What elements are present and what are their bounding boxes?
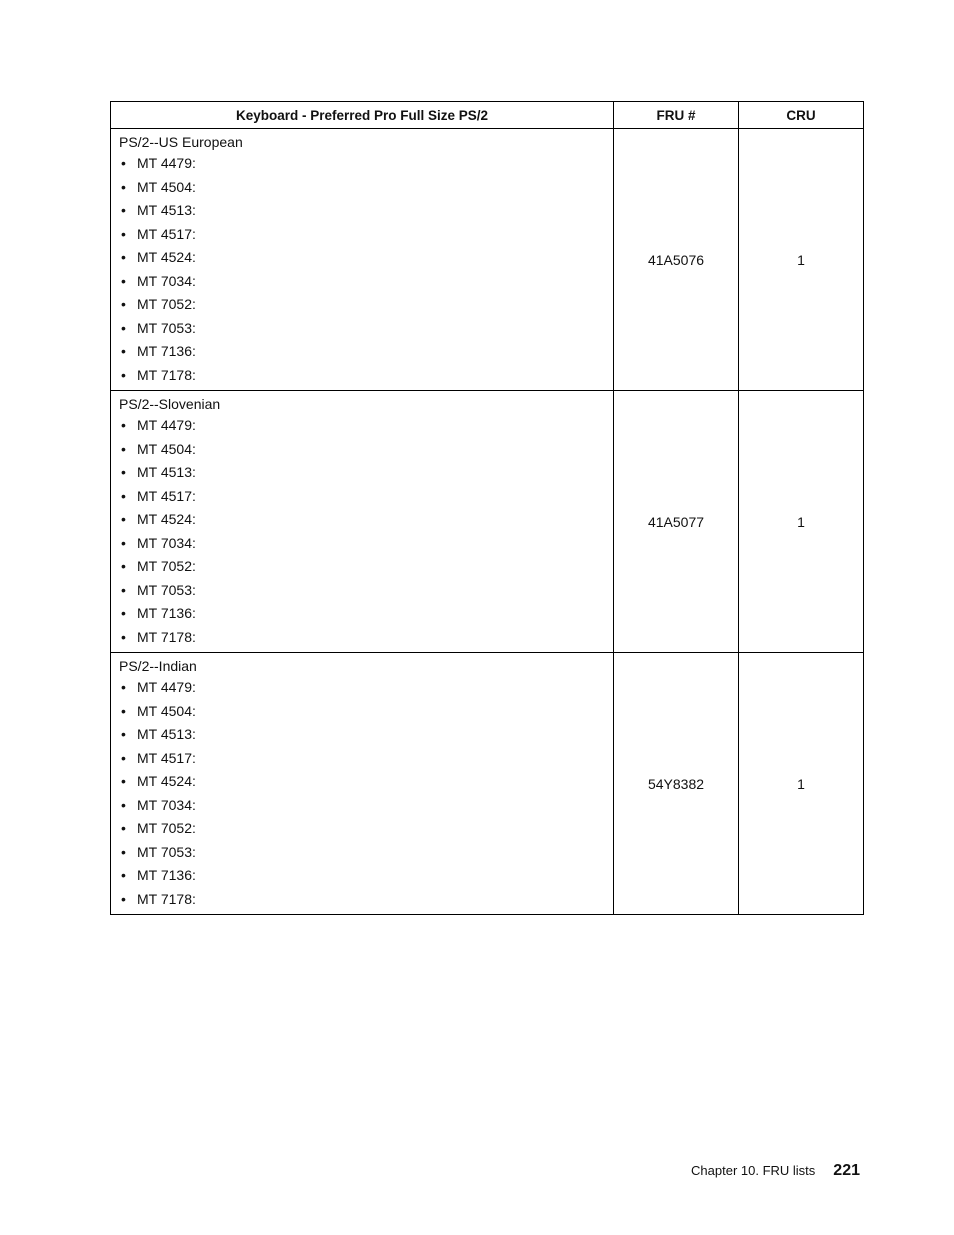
page-number: 221 (833, 1162, 860, 1179)
machine-type-list (119, 152, 613, 387)
list-item: • MT 4524: (119, 508, 613, 532)
cru-value: 1 (739, 391, 864, 653)
table-row (111, 129, 864, 391)
bullet-icon: • (121, 843, 126, 860)
list-item: • MT 4513: (119, 461, 613, 485)
fru-number: 41A5077 (614, 391, 739, 653)
bullet-icon: • (121, 749, 126, 766)
list-item: • MT 7178: (119, 364, 613, 388)
list-item: • MT 4504: (119, 700, 613, 724)
bullet-icon: • (121, 605, 126, 621)
list-item: • MT 7052: (119, 293, 613, 317)
bullet-icon: • (121, 558, 126, 574)
list-item: • MT 4524: (119, 246, 613, 270)
bullet-icon: • (121, 202, 126, 218)
item-description-cell (111, 653, 614, 915)
list-item: • MT 4513: (119, 199, 613, 223)
machine-type-list (119, 676, 613, 911)
cru-value: 1 (739, 653, 864, 915)
bullet-icon: • (121, 628, 126, 645)
bullet-icon: • (121, 417, 126, 433)
list-item: • MT 7136: (119, 340, 613, 364)
bullet-icon: • (121, 296, 126, 312)
fru-number: 41A5076 (614, 129, 739, 391)
list-item: • MT 4517: (119, 223, 613, 247)
group-title: PS/2--US European (119, 134, 243, 150)
list-item: • MT 7053: (119, 317, 613, 341)
header-cru: CRU (739, 102, 864, 129)
table-row (111, 391, 864, 653)
list-item: • MT 4513: (119, 723, 613, 747)
bullet-icon: • (121, 820, 126, 836)
bullet-icon: • (121, 511, 126, 527)
list-item: • MT 4504: (119, 438, 613, 462)
bullet-icon: • (121, 319, 126, 336)
bullet-icon: • (121, 534, 126, 551)
item-description-cell (111, 129, 614, 391)
header-item: Keyboard - Preferred Pro Full Size PS/2 (111, 102, 614, 129)
table-header-row (111, 102, 864, 129)
list-item: • MT 7034: (119, 532, 613, 556)
list-item: • MT 7053: (119, 841, 613, 865)
list-item: • MT 4479: (119, 676, 613, 700)
bullet-icon: • (121, 225, 126, 242)
group-title: PS/2--Indian (119, 658, 197, 674)
bullet-icon: • (121, 702, 126, 719)
list-item: • MT 7052: (119, 555, 613, 579)
bullet-icon: • (121, 487, 126, 504)
machine-type-list (119, 414, 613, 649)
bullet-icon: • (121, 343, 126, 359)
bullet-icon: • (121, 581, 126, 598)
bullet-icon: • (121, 867, 126, 883)
list-item: • MT 7052: (119, 817, 613, 841)
list-item: • MT 7178: (119, 626, 613, 650)
bullet-icon: • (121, 366, 126, 383)
bullet-icon: • (121, 155, 126, 171)
bullet-icon: • (121, 440, 126, 457)
list-item: • MT 7053: (119, 579, 613, 603)
list-item: • MT 7034: (119, 270, 613, 294)
bullet-icon: • (121, 272, 126, 289)
bullet-icon: • (121, 773, 126, 789)
header-fru: FRU # (614, 102, 739, 129)
item-description-cell (111, 391, 614, 653)
list-item: • MT 7034: (119, 794, 613, 818)
bullet-icon: • (121, 464, 126, 480)
list-item: • MT 7136: (119, 602, 613, 626)
bullet-icon: • (121, 178, 126, 195)
list-item: • MT 4479: (119, 414, 613, 438)
bullet-icon: • (121, 796, 126, 813)
bullet-icon: • (121, 679, 126, 695)
bullet-icon: • (121, 890, 126, 907)
list-item: • MT 7136: (119, 864, 613, 888)
page-footer (691, 1162, 860, 1180)
group-title: PS/2--Slovenian (119, 396, 221, 412)
list-item: • MT 4524: (119, 770, 613, 794)
chapter-label: Chapter 10. FRU lists (691, 1163, 816, 1178)
bullet-icon: • (121, 726, 126, 742)
fru-number: 54Y8382 (614, 653, 739, 915)
list-item: • MT 4504: (119, 176, 613, 200)
bullet-icon: • (121, 249, 126, 265)
table-row (111, 653, 864, 915)
cru-value: 1 (739, 129, 864, 391)
list-item: • MT 7178: (119, 888, 613, 912)
list-item: • MT 4517: (119, 747, 613, 771)
list-item: • MT 4479: (119, 152, 613, 176)
list-item: • MT 4517: (119, 485, 613, 509)
fru-table (110, 101, 864, 915)
